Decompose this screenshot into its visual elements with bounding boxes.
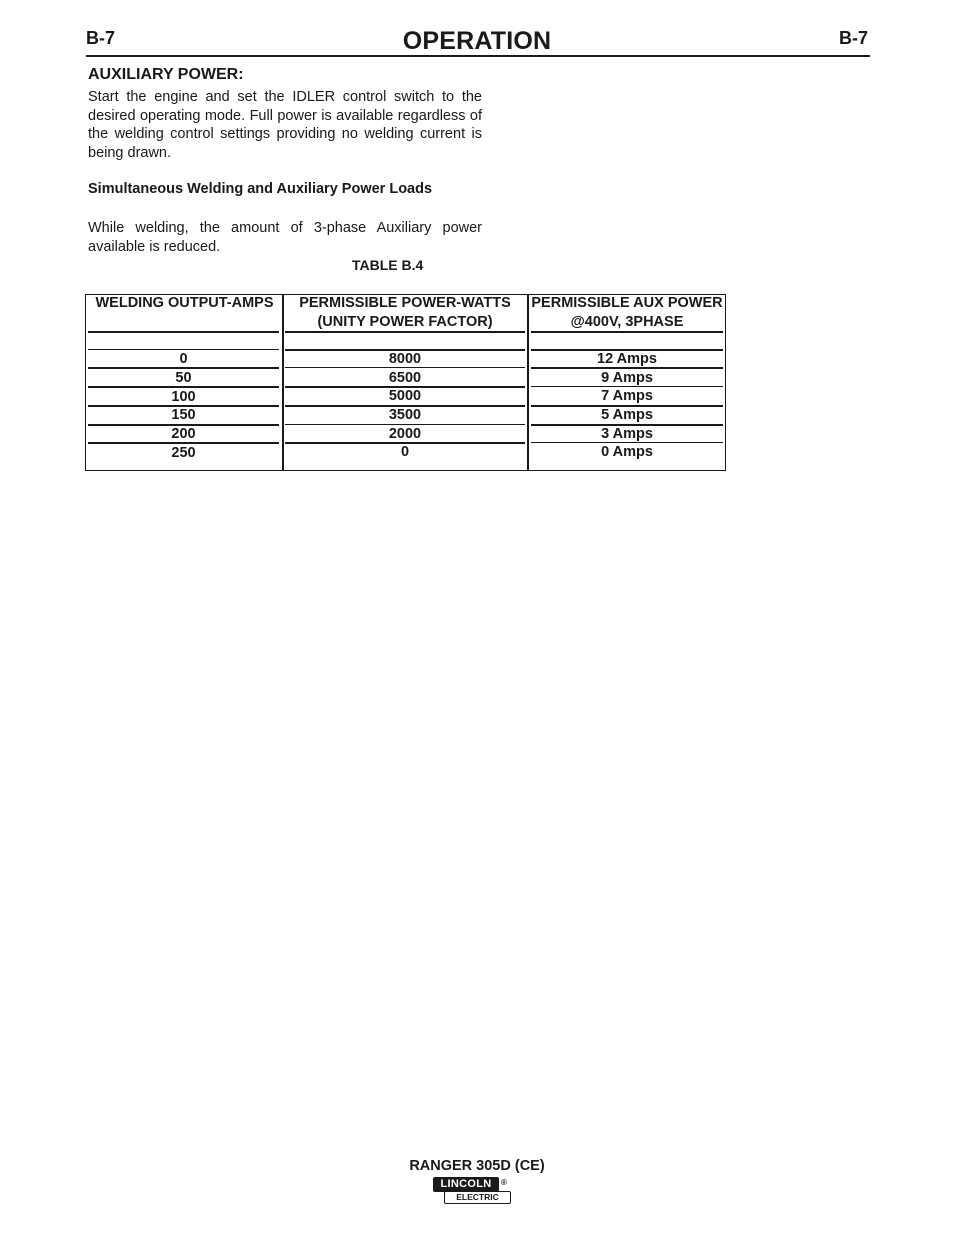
table-rule — [88, 331, 279, 333]
cell-watts: 3500 — [388, 407, 422, 423]
header-aux-power: PERMISSIBLE AUX POWER @400V, 3PHASE — [531, 295, 723, 330]
table-rule — [285, 331, 525, 333]
cell-amps: 100 — [171, 389, 196, 405]
page-number-right: B-7 — [839, 28, 869, 48]
cell-aux: 3 Amps — [601, 426, 653, 442]
cell-watts: 5000 — [388, 388, 422, 404]
intro-paragraph: Start the engine and set the IDLER control switch to the desired operating mode. Full power is available regardless of the welding control settings providing no welding current is being drawn. — [88, 89, 482, 161]
cell-watts: 8000 — [388, 351, 422, 367]
cell-amps: 250 — [171, 445, 196, 461]
cell-watts: 0 — [400, 444, 410, 460]
header-power-watts: PERMISSIBLE POWER-WATTS (UNITY POWER FACTOR) — [299, 295, 511, 330]
cell-amps: 50 — [175, 370, 192, 386]
welding-paragraph: While welding, the amount of 3-phase Auxiliary power available is reduced. — [88, 220, 482, 255]
section-heading: AUXILIARY POWER: — [88, 66, 244, 83]
cell-aux: 0 Amps — [601, 444, 653, 460]
table-rule — [531, 331, 723, 333]
cell-aux: 7 Amps — [601, 388, 653, 404]
cell-aux: 5 Amps — [601, 407, 653, 423]
cell-amps: 200 — [171, 426, 196, 442]
model-name: RANGER 305D (CE) — [409, 1158, 545, 1174]
registered-mark: ® — [501, 1178, 507, 1187]
table-caption: TABLE B.4 — [352, 257, 424, 273]
column-divider — [282, 294, 284, 470]
subheading: Simultaneous Welding and Auxiliary Power Loads — [88, 181, 433, 197]
cell-watts: 6500 — [388, 370, 422, 386]
cell-aux: 12 Amps — [597, 351, 657, 367]
logo-electric-text: ELECTRIC — [444, 1191, 511, 1204]
header-welding-output: WELDING OUTPUT-AMPS — [95, 295, 274, 311]
cell-aux: 9 Amps — [601, 370, 653, 386]
page-number-left: B-7 — [86, 28, 116, 48]
header-divider — [86, 55, 870, 57]
lincoln-electric-logo — [433, 1177, 513, 1205]
logo-lincoln-text: LINCOLN — [433, 1177, 499, 1192]
column-divider — [527, 294, 529, 470]
page-title: OPERATION — [402, 27, 552, 55]
cell-amps: 0 — [179, 351, 188, 367]
cell-amps: 150 — [171, 407, 196, 423]
cell-watts: 2000 — [388, 426, 422, 442]
